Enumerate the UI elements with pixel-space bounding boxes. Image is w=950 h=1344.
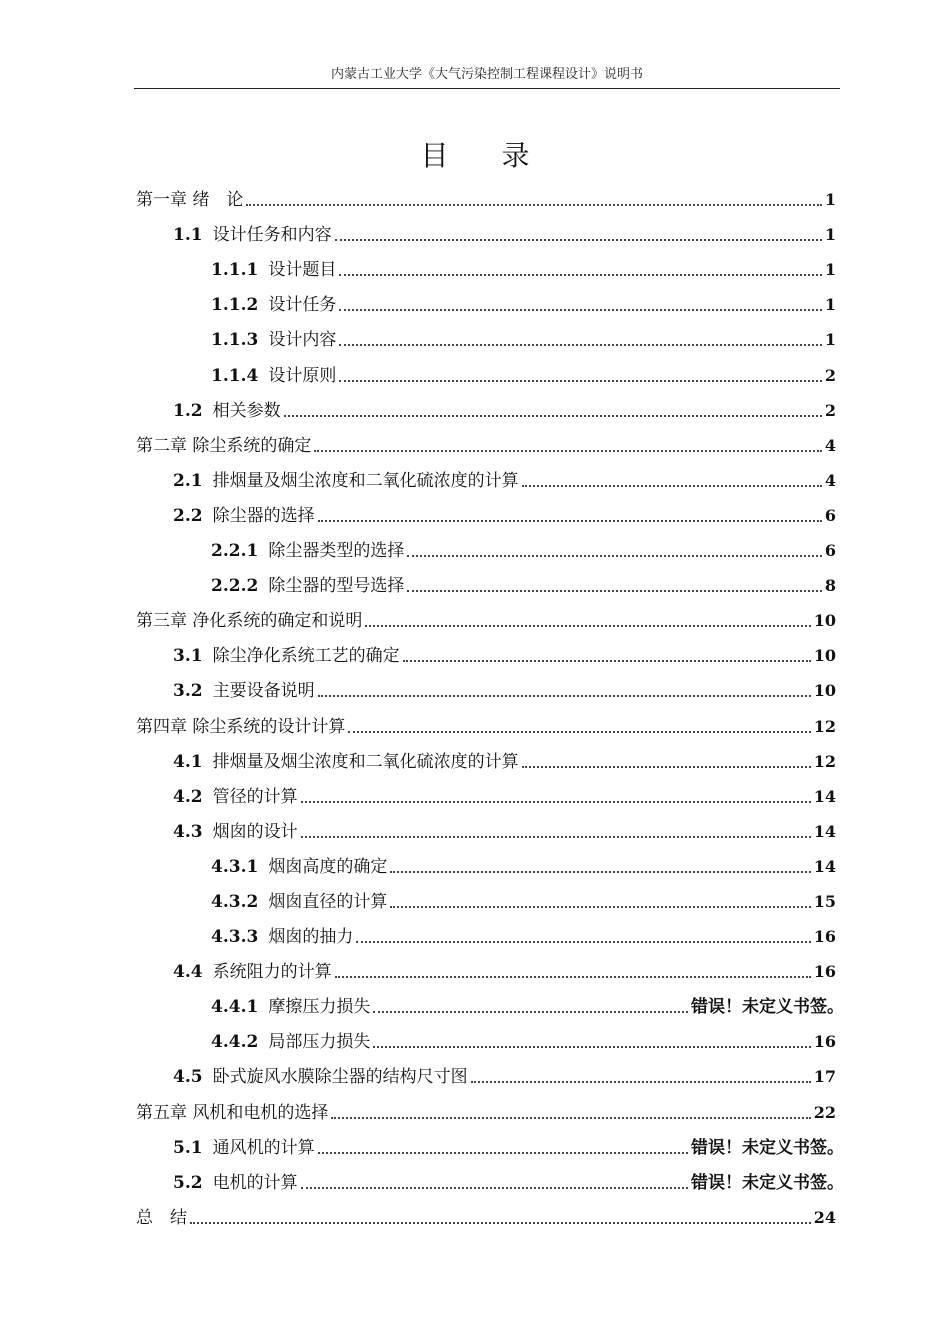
toc-entry[interactable] [136,421,836,456]
toc-leader-dots [390,871,810,873]
toc-leader-dots [318,1152,688,1154]
toc-entry[interactable] [136,947,836,982]
toc-leader-dots [301,1187,688,1189]
toc-leader-dots [407,555,822,557]
toc-leader-dots [365,625,810,627]
page-title: 目 录 [420,139,552,172]
toc-leader-dots [407,590,822,592]
toc-leader-dots [403,660,811,662]
toc-entry-label: 第三章 净化系统的确定和说明 [136,611,363,632]
toc-page-number: 10 [813,611,836,631]
toc-entry[interactable] [136,245,836,280]
toc-entry[interactable] [136,315,836,350]
toc-entry-number: 5.1 [173,1137,203,1158]
toc-entry-label: 管径的计算 [212,786,298,807]
toc-entry-label: 总 结 [136,1207,187,1228]
toc-entry-label: 烟囱直径的计算 [268,891,388,912]
toc-leader-dots [356,941,810,943]
toc-entry[interactable] [136,1052,836,1087]
toc-entry-label: 主要设备说明 [212,681,315,702]
toc-entry-label: 烟囱的抽力 [268,927,354,948]
toc-page-number: 1 [824,190,836,210]
toc-leader-dots [390,906,810,908]
toc-entry[interactable] [136,210,836,245]
toc-leader-dots [301,801,811,803]
toc-leader-dots [339,309,822,311]
toc-entry[interactable] [136,631,836,666]
toc-entry-number: 1.1.3 [211,330,259,351]
toc-entry[interactable] [136,280,836,315]
toc-page-number: 15 [813,891,836,911]
toc-entry-number: 1.1 [173,225,203,246]
toc-page-number: 6 [824,505,836,525]
toc-page-number: 12 [813,751,836,771]
toc-leader-dots [246,204,821,206]
toc-leader-dots [301,836,811,838]
toc-leader-dots [522,766,811,768]
toc-entry-number: 2.2.1 [211,541,259,562]
toc-entry-label: 相关参数 [212,400,281,421]
toc-page-number: 22 [813,1102,836,1122]
toc-entry-number: 4.1 [173,751,203,772]
toc-leader-dots [373,1046,810,1048]
toc-page-number: 14 [813,821,836,841]
toc-page-number: 17 [813,1067,836,1087]
toc-entry[interactable] [136,1087,836,1122]
toc-entry-label: 设计题目 [268,260,337,281]
toc-page-number: 10 [813,681,836,701]
toc-entry[interactable] [136,701,836,736]
toc-entry-label: 除尘器的选择 [212,505,315,526]
toc-leader-dots [339,380,822,382]
toc-entry-label: 烟囱高度的确定 [268,856,388,877]
toc-entry[interactable] [136,807,836,842]
toc-entry[interactable] [136,561,836,596]
toc-entry-label: 设计内容 [268,330,337,351]
toc-leader-dots [348,731,810,733]
toc-leader-dots [190,1222,811,1224]
toc-entry-number: 1.1.2 [211,295,259,316]
toc-leader-dots [331,1117,810,1119]
toc-entry-label: 系统阻力的计算 [212,962,332,983]
toc-entry[interactable] [136,596,836,631]
toc-leader-dots [284,415,822,417]
toc-leader-dots [314,450,821,452]
toc-page-number: 14 [813,856,836,876]
toc-entry[interactable] [136,386,836,421]
toc-page-number: 12 [813,716,836,736]
toc-entry-number: 4.3 [173,821,203,842]
page-header: 内蒙古工业大学《大气污染控制工程课程设计》说明书 [134,64,840,89]
toc-entry-label: 排烟量及烟尘浓度和二氧化硫浓度的计算 [212,470,519,491]
toc-entry-number: 4.5 [173,1067,203,1088]
toc-leader-dots [318,520,822,522]
toc-entry-label: 第四章 除尘系统的设计计算 [136,716,346,737]
toc-page-number: 1 [824,225,836,245]
toc-entry[interactable] [136,666,836,701]
toc-entry-number: 3.1 [173,646,203,667]
toc-entry-number: 4.4.2 [211,1032,259,1053]
toc-entry-number: 4.3.3 [211,927,259,948]
toc-entry[interactable] [136,1193,836,1228]
toc-entry-label: 摩擦压力损失 [268,997,371,1018]
toc-entry[interactable] [136,1158,844,1193]
toc-entry-number: 2.1 [173,470,203,491]
toc-entry[interactable] [136,772,836,807]
toc-page-number: 2 [824,365,836,385]
toc-entry[interactable] [136,526,836,561]
toc-entry[interactable] [136,350,836,385]
toc-entry-number: 1.2 [173,400,203,421]
toc-page-number: 8 [824,576,836,596]
toc-entry-label: 第二章 除尘系统的确定 [136,435,312,456]
toc-page-number: 16 [813,1032,836,1052]
toc-entry-number: 1.1.1 [211,260,259,281]
toc-entry-number: 5.2 [173,1172,203,1193]
toc-entry-number: 4.4.1 [211,997,259,1018]
toc-page-number: 1 [824,295,836,315]
toc-page-number: 1 [824,330,836,350]
toc-entry-label: 第一章 绪 论 [136,190,244,211]
toc-page-error: 错误！未定义书签。 [691,997,844,1018]
toc-entry-number: 2.2 [173,505,203,526]
toc-entry[interactable] [136,982,844,1018]
toc-entry-label: 通风机的计算 [212,1137,315,1158]
toc-page-number: 6 [824,541,836,561]
toc-entry-label: 设计任务 [268,295,337,316]
toc-leader-dots [522,485,822,487]
toc-leader-dots [339,274,822,276]
toc-page-number: 4 [824,435,836,455]
toc-page-number: 24 [813,1207,836,1227]
toc-page-number: 10 [813,646,836,666]
toc-page-error: 错误！未定义书签。 [691,1137,844,1158]
toc-entry[interactable] [136,491,836,526]
toc-leader-dots [335,239,822,241]
toc-leader-dots [471,1081,811,1083]
toc-entry-number: 4.3.1 [211,856,259,877]
toc-entry-label: 卧式旋风水膜除尘器的结构尺寸图 [212,1067,468,1088]
toc-entry-label: 电机的计算 [212,1172,298,1193]
table-of-contents [136,175,844,1228]
toc-entry-label: 设计任务和内容 [212,225,332,246]
toc-entry-number: 2.2.2 [211,576,259,597]
toc-entry-label: 设计原则 [268,365,337,386]
toc-entry-number: 4.3.2 [211,891,259,912]
toc-page-number: 2 [824,400,836,420]
toc-entry[interactable] [136,737,836,772]
toc-entry[interactable] [136,842,836,877]
toc-leader-dots [335,976,811,978]
toc-entry-label: 除尘净化系统工艺的确定 [212,646,400,667]
toc-page-error: 错误！未定义书签。 [691,1172,844,1193]
toc-leader-dots [339,344,822,346]
toc-leader-dots [318,695,811,697]
toc-entry-label: 除尘器的型号选择 [268,576,405,597]
toc-entry[interactable] [136,877,836,912]
toc-entry[interactable] [136,175,836,210]
toc-page-number: 1 [824,260,836,280]
toc-entry-number: 4.4 [173,962,203,983]
toc-page-number: 4 [824,470,836,490]
toc-entry-label: 烟囱的设计 [212,821,298,842]
toc-entry-number: 3.2 [173,681,203,702]
toc-page-number: 16 [813,962,836,982]
toc-entry-label: 除尘器类型的选择 [268,541,405,562]
toc-page-number: 14 [813,786,836,806]
toc-entry-number: 4.2 [173,786,203,807]
toc-page-number: 16 [813,927,836,947]
toc-entry[interactable] [136,1017,836,1052]
toc-entry[interactable] [136,912,836,947]
toc-entry[interactable] [136,1123,844,1158]
toc-entry-label: 局部压力损失 [268,1032,371,1053]
toc-leader-dots [373,1011,688,1013]
toc-entry-number: 1.1.4 [211,365,259,386]
toc-entry-label: 排烟量及烟尘浓度和二氧化硫浓度的计算 [212,751,519,772]
toc-entry-label: 第五章 风机和电机的选择 [136,1102,329,1123]
toc-entry[interactable] [136,456,836,491]
